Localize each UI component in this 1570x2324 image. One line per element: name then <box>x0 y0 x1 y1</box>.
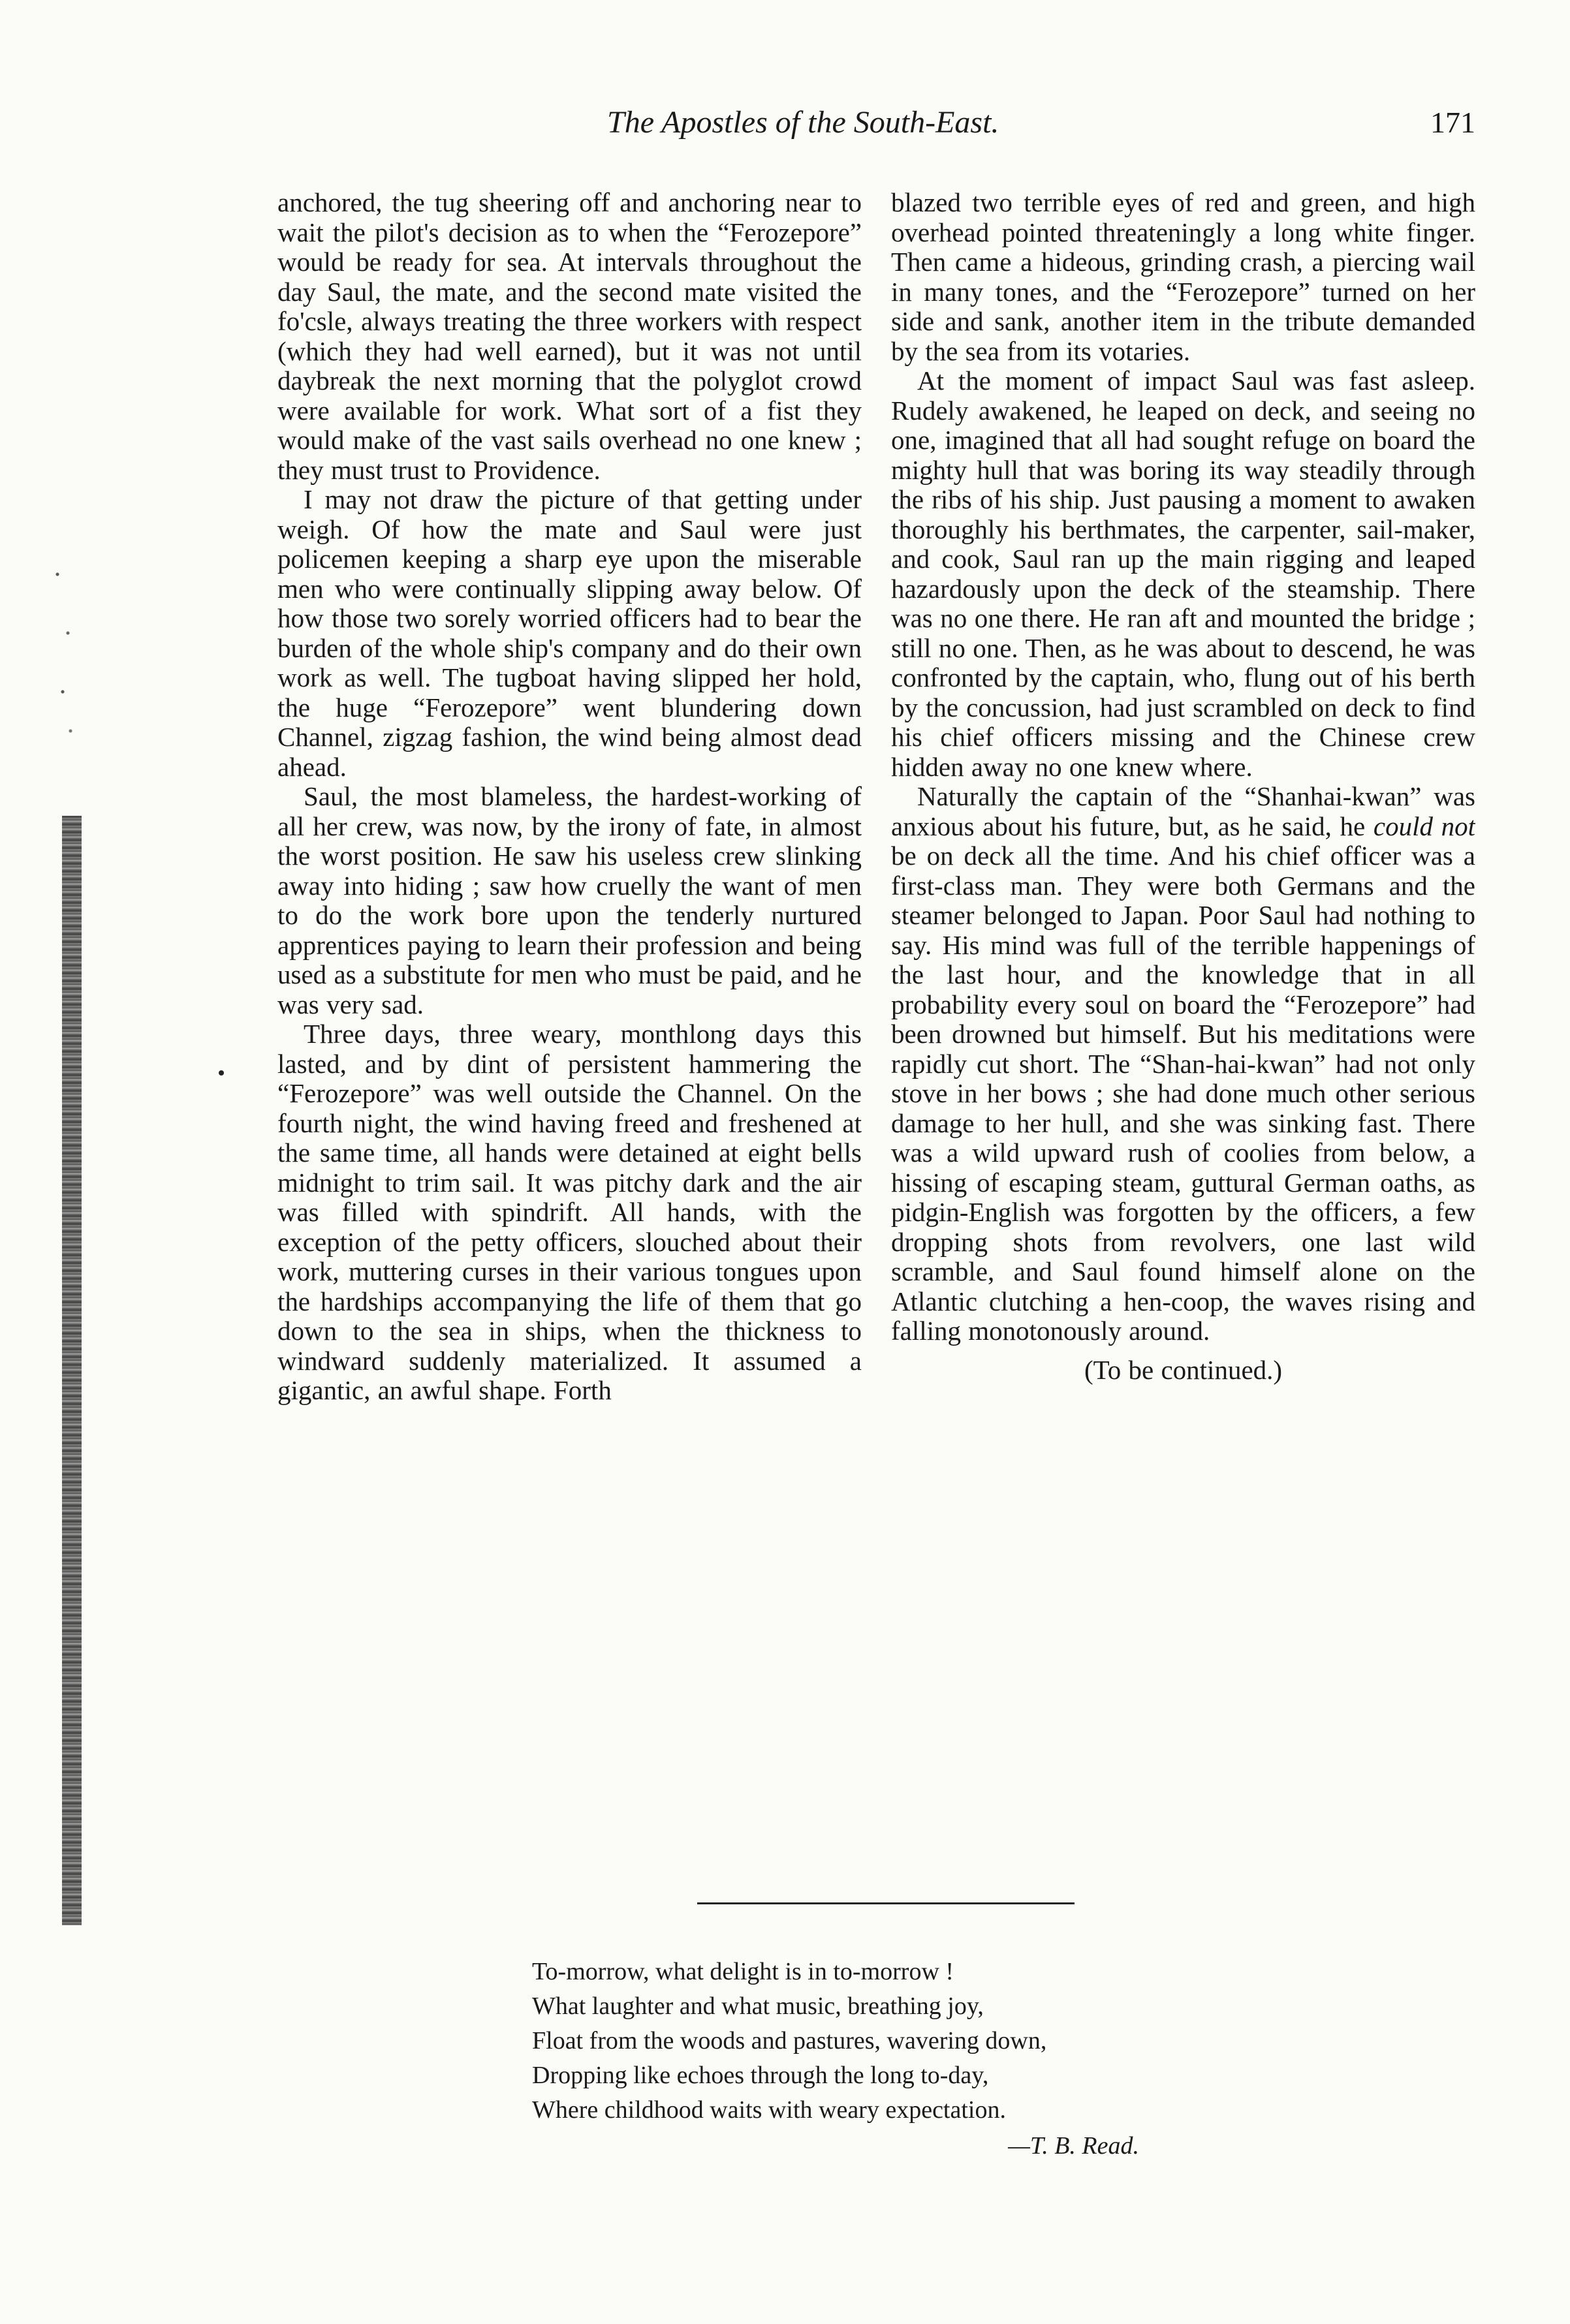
right-column <box>891 188 1475 1878</box>
paragraph-text: Naturally the captain of the “Shanhai-kwan” was anxious about his future, but, as he said, he <box>891 781 1475 841</box>
paragraph <box>891 782 1475 1346</box>
paragraph: At the moment of impact Saul was fast asleep. Rudely awakened, he leaped on deck, and seeing no one, imagined that all had sought refuge on board the mighty hull that was boring its way steadily through the ribs of his ship. Just pausing a moment to awaken thoroughly his berthmates, the carpenter, sail-maker, and cook, Saul ran up the main rigging and leaped hazardously upon the deck of the steamship. There was no one there. He ran aft and mounted the bridge ; still no one. Then, as he was about to descend, he was confronted by the captain, who, flung out of his berth by the concussion, had just scrambled on deck to find his chief officers missing and the Chinese crew hidden away no one knew where. <box>891 365 1475 782</box>
paragraph: I may not draw the picture of that getting under weigh. Of how the mate and Saul were just policemen keeping a sharp eye upon the miserable men who were continually slipping away below. Of how those two sorely worried officers had to bear the burden of the whole ship's company and do their own work as well. The tugboat having slipped her hold, the huge “Ferozepore” went blundering down Channel, zigzag fashion, the wind being almost dead ahead. <box>277 484 862 782</box>
paragraph-text: be on deck all the time. And his chief officer was a first-class man. They were both Germans and the steamer belonged to Japan. Poor Saul had nothing to say. His mind was full of the terrible happenings of the last hour, and the knowledge that in all probability every soul on board the “Ferozepore” had been drowned but himself. But his meditations were rapidly cut short. The “Shan-hai-kwan” had not only stove in her bows ; she had done much other serious damage to her hull, and she was sinking fast. There was a wild upward rush of coolies from below, a hissing of escaping steam, guttural German oaths, as pidgin-English was forgotten by the officers, a few dropping shots from revolvers, one last wild scramble, and Saul found himself alone on the Atlantic clutching a hen-coop, the waves rising and falling monotonously around. <box>891 841 1475 1346</box>
section-divider <box>697 1902 1075 1904</box>
running-title: The Apostles of the South-East. <box>607 105 999 140</box>
page-binding-edge <box>62 816 82 1925</box>
ink-speck <box>219 1070 224 1076</box>
binding-specks <box>52 555 78 751</box>
poem-epigraph <box>532 1955 1315 2163</box>
poem-line: Float from the woods and pastures, wavering down, <box>532 2027 1047 2054</box>
poem-line: Where childhood waits with weary expectation. <box>532 2096 1006 2124</box>
page-number: 171 <box>1430 106 1475 139</box>
poem-attribution: —T. B. Read. <box>1008 2132 1139 2160</box>
running-header <box>607 104 1475 157</box>
poem-line: Dropping like echoes through the long to-day, <box>532 2062 989 2089</box>
poem-line: What laughter and what music, breathing joy, <box>532 1992 984 2020</box>
emphasis-text: could not <box>1373 811 1475 841</box>
paragraph: blazed two terrible eyes of red and green, and high overhead pointed threateningly a long white finger. Then came a hideous, grinding crash, a piercing wail in many tones, and the “Ferozepore” turned on her side and sank, another item in the tribute demanded by the sea from its votaries. <box>891 188 1475 366</box>
to-be-continued: (To be continued.) <box>1084 1354 1283 1385</box>
paragraph: anchored, the tug sheering off and anchoring near to wait the pilot's decision as to when the “Ferozepore” would be ready for sea. At intervals throughout the day Saul, the mate, and the second mate visited the fo'csle, always treating the three workers with respect (which they had well earned), but it was not until daybreak the next morning that the polyglot crowd were available for work. What sort of a fist they would make of the vast sails overhead no one knew ; they must trust to Providence. <box>277 188 862 485</box>
left-column <box>277 188 862 1878</box>
paragraph: Three days, three weary, monthlong days this lasted, and by dint of persistent hammering the “Ferozepore” was well outside the Channel. On the fourth night, the wind having freed and freshened at the same time, all hands were detained at eight bells midnight to trim sail. It was pitchy dark and the air was filled with spindrift. All hands, with the exception of the petty officers, slouched about their work, muttering curses in their various tongues upon the hardships accompanying the life of them that go down to the sea in ships, when the thickness to windward suddenly materialized. It assumed a gigantic, an awful shape. Forth <box>277 1019 862 1405</box>
paragraph: Saul, the most blameless, the hardest-working of all her crew, was now, by the irony of fate, in almost the worst position. He saw his useless crew slinking away into hiding ; saw how cruelly the want of men to do the work bore upon the tenderly nurtured apprentices paying to learn their profession and being used as a substitute for men who must be paid, and he was very sad. <box>277 781 862 1019</box>
poem-line: To-morrow, what delight is in to-morrow ! <box>532 1958 954 1985</box>
